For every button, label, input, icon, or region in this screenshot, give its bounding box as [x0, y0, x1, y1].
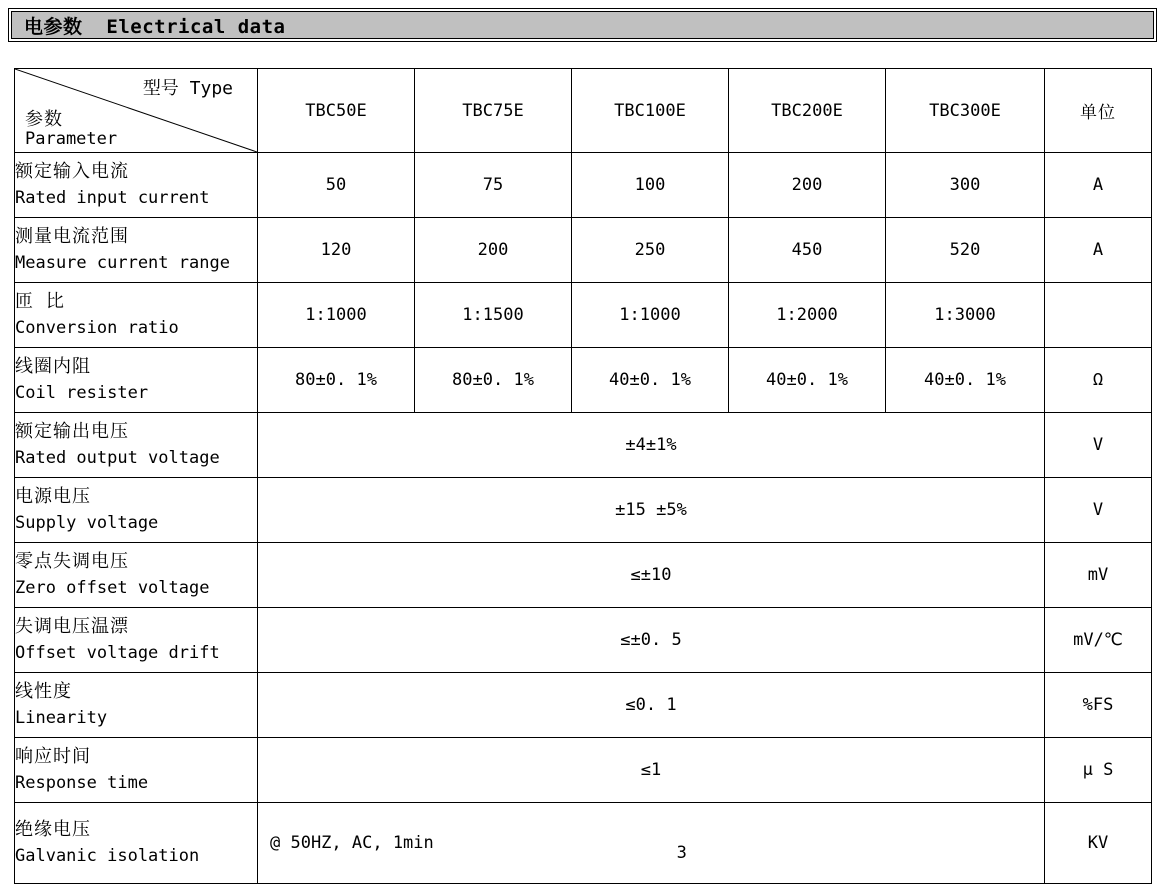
- unit-cell: V: [1045, 478, 1152, 543]
- unit-cell: Ω: [1045, 348, 1152, 413]
- row-label-cell: [15, 738, 258, 803]
- table-row: [15, 543, 1152, 608]
- merged-value-cell: ±4±1%: [258, 413, 1045, 478]
- row-label-cell: [15, 673, 258, 738]
- merged-value-cell: ≤±0. 5: [258, 608, 1045, 673]
- column-header-model: TBC300E: [886, 69, 1045, 153]
- unit-cell: mV: [1045, 543, 1152, 608]
- merged-value-cell: ±15 ±5%: [258, 478, 1045, 543]
- header-parameter-label-en: Parameter: [25, 129, 118, 149]
- electrical-data-table-wrap: [14, 68, 1152, 884]
- row-label-zh: 响应时间: [15, 746, 91, 767]
- row-label-zh: 额定输出电压: [15, 421, 129, 442]
- title-bar-inner: [11, 11, 1154, 39]
- row-label-cell: [15, 608, 258, 673]
- unit-cell: V: [1045, 413, 1152, 478]
- table-row: [15, 348, 1152, 413]
- value-cell: 1:1000: [572, 283, 729, 348]
- row-label-en: Conversion ratio: [15, 318, 179, 338]
- test-condition-text: @ 50HZ, AC, 1min: [270, 833, 434, 853]
- value-cell: 80±0. 1%: [258, 348, 415, 413]
- row-label-zh: 测量电流范围: [15, 226, 129, 247]
- row-label-en: Coil resister: [15, 383, 149, 403]
- row-label-cell: [15, 803, 258, 884]
- table-row: [15, 738, 1152, 803]
- value-cell: 40±0. 1%: [729, 348, 886, 413]
- row-label-en: Offset voltage drift: [15, 643, 220, 663]
- row-label-en: Supply voltage: [15, 513, 159, 533]
- row-label-en: Galvanic isolation: [15, 846, 200, 866]
- value-cell: 1:1500: [415, 283, 572, 348]
- table-row: [15, 153, 1152, 218]
- value-cell: 300: [886, 153, 1045, 218]
- electrical-data-table: [14, 68, 1152, 884]
- unit-cell: KV: [1045, 803, 1152, 884]
- column-header-model: TBC50E: [258, 69, 415, 153]
- row-label-zh: 失调电压温漂: [15, 616, 129, 637]
- header-diagonal-cell: [15, 69, 258, 153]
- table-row: [15, 608, 1152, 673]
- merged-value-text: 3: [676, 843, 687, 863]
- merged-value-cell: ≤±10: [258, 543, 1045, 608]
- row-label-cell: [15, 153, 258, 218]
- row-label-zh: 额定输入电流: [15, 161, 129, 182]
- value-cell: 200: [415, 218, 572, 283]
- value-cell: 40±0. 1%: [886, 348, 1045, 413]
- page-title: 电参数 Electrical data: [24, 15, 286, 38]
- column-header-unit: 单位: [1045, 69, 1152, 153]
- row-label-en: Linearity: [15, 708, 108, 728]
- row-label-zh: 绝缘电压: [15, 819, 91, 840]
- column-header-model: TBC75E: [415, 69, 572, 153]
- row-label-cell: [15, 478, 258, 543]
- value-cell: 120: [258, 218, 415, 283]
- merged-value-cell: [258, 803, 1045, 884]
- table-row: [15, 218, 1152, 283]
- unit-cell: mV/℃: [1045, 608, 1152, 673]
- unit-cell: [1045, 283, 1152, 348]
- row-label-en: Rated input current: [15, 188, 210, 208]
- table-row: [15, 803, 1152, 884]
- row-label-en: Rated output voltage: [15, 448, 220, 468]
- value-cell: 450: [729, 218, 886, 283]
- row-label-cell: [15, 283, 258, 348]
- row-label-zh: 电源电压: [15, 486, 91, 507]
- value-cell: 1:2000: [729, 283, 886, 348]
- title-bar: [8, 8, 1157, 42]
- value-cell: 1:1000: [258, 283, 415, 348]
- column-header-model: TBC100E: [572, 69, 729, 153]
- value-cell: 200: [729, 153, 886, 218]
- unit-cell: A: [1045, 218, 1152, 283]
- header-parameter-label-zh: 参数: [25, 109, 63, 130]
- value-cell: 250: [572, 218, 729, 283]
- row-label-en: Measure current range: [15, 253, 230, 273]
- value-cell: 520: [886, 218, 1045, 283]
- row-label-cell: [15, 413, 258, 478]
- unit-cell: A: [1045, 153, 1152, 218]
- value-cell: 75: [415, 153, 572, 218]
- value-cell: 100: [572, 153, 729, 218]
- unit-cell: μ S: [1045, 738, 1152, 803]
- row-label-cell: [15, 348, 258, 413]
- value-cell: 80±0. 1%: [415, 348, 572, 413]
- row-label-zh: 零点失调电压: [15, 551, 129, 572]
- table-header-row: [15, 69, 1152, 153]
- merged-value-cell: ≤1: [258, 738, 1045, 803]
- header-type-label: 型号 Type: [142, 78, 233, 99]
- row-label-zh: 匝 比: [15, 291, 65, 312]
- merged-value-cell: ≤0. 1: [258, 673, 1045, 738]
- row-label-zh: 线性度: [15, 681, 72, 702]
- row-label-cell: [15, 543, 258, 608]
- row-label-cell: [15, 218, 258, 283]
- row-label-zh: 线圈内阻: [15, 356, 91, 377]
- table-row: [15, 413, 1152, 478]
- value-cell: 50: [258, 153, 415, 218]
- row-label-en: Response time: [15, 773, 149, 793]
- value-cell: 1:3000: [886, 283, 1045, 348]
- row-label-en: Zero offset voltage: [15, 578, 210, 598]
- table-row: [15, 478, 1152, 543]
- table-row: [15, 283, 1152, 348]
- value-cell: 40±0. 1%: [572, 348, 729, 413]
- unit-cell: %FS: [1045, 673, 1152, 738]
- column-header-model: TBC200E: [729, 69, 886, 153]
- table-row: [15, 673, 1152, 738]
